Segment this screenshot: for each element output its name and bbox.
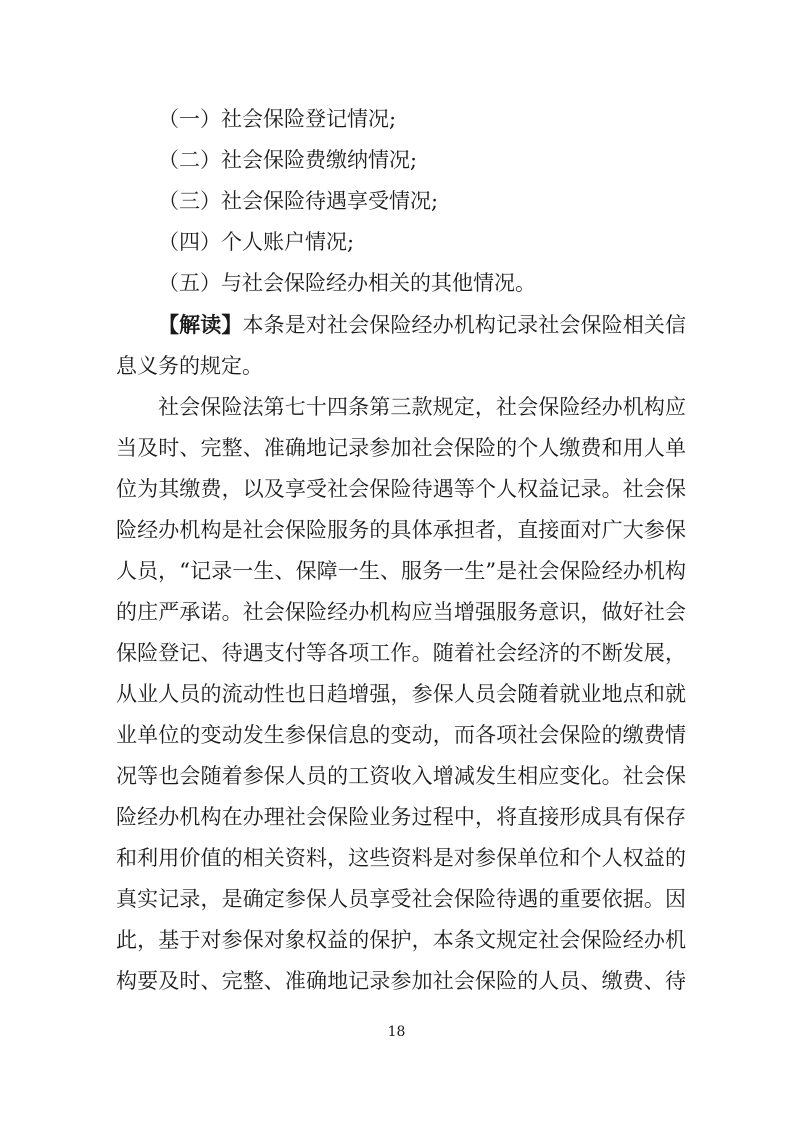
list-item-5: （五）与社会保险经办相关的其他情况。 xyxy=(158,271,536,295)
body-line-1: 社会保险法第七十四条第三款规定，社会保险经办机构应 xyxy=(158,395,686,419)
body-line-15: 构要及时、完整、准确地记录参加社会保险的人员、缴费、待 xyxy=(116,969,686,993)
page-number: 18 xyxy=(387,1024,406,1040)
body-line-7: 保险登记、待遇支付等各项工作。随着社会经济的不断发展， xyxy=(116,641,686,665)
interpretation-label: 【解读】 xyxy=(158,312,243,337)
body-line-14: 此，基于对参保对象权益的保护，本条文规定社会保险经办机 xyxy=(116,928,686,952)
interpretation-text: 本条是对社会保险经办机构记录社会保险相关信 xyxy=(242,313,686,337)
list-item-2: （二）社会保险费缴纳情况; xyxy=(158,148,418,172)
body-line-5: 人员，“记录一生、保障一生、服务一生”是社会保险经办机构 xyxy=(116,559,686,583)
body-line-13: 真实记录，是确定参保人员享受社会保险待遇的重要依据。因 xyxy=(116,887,686,911)
body-line-3: 位为其缴费，以及享受社会保险待遇等个人权益记录。社会保 xyxy=(116,477,686,501)
list-item-3: （三）社会保险待遇享受情况; xyxy=(158,189,439,213)
body-line-11: 险经办机构在办理社会保险业务过程中，将直接形成具有保存 xyxy=(116,805,686,829)
body-line-6: 的庄严承诺。社会保险经办机构应当增强服务意识，做好社会 xyxy=(116,600,686,624)
body-line-4: 险经办机构是社会保险服务的具体承担者，直接面对广大参保 xyxy=(116,518,686,542)
interpretation-line-2: 息义务的规定。 xyxy=(116,354,263,378)
body-line-2: 当及时、完整、准确地记录参加社会保险的个人缴费和用人单 xyxy=(116,436,686,460)
interpretation-line-1 xyxy=(158,305,686,345)
body-line-12: 和利用价值的相关资料，这些资料是对参保单位和个人权益的 xyxy=(116,846,686,870)
body-line-10: 况等也会随着参保人员的工资收入增减发生相应变化。社会保 xyxy=(116,764,686,788)
body-line-9: 业单位的变动发生参保信息的变动，而各项社会保险的缴费情 xyxy=(116,723,686,747)
list-item-4: （四）个人账户情况; xyxy=(158,230,355,254)
list-item-1: （一）社会保险登记情况; xyxy=(158,107,397,131)
body-line-8: 从业人员的流动性也日趋增强，参保人员会随着就业地点和就 xyxy=(116,682,686,706)
